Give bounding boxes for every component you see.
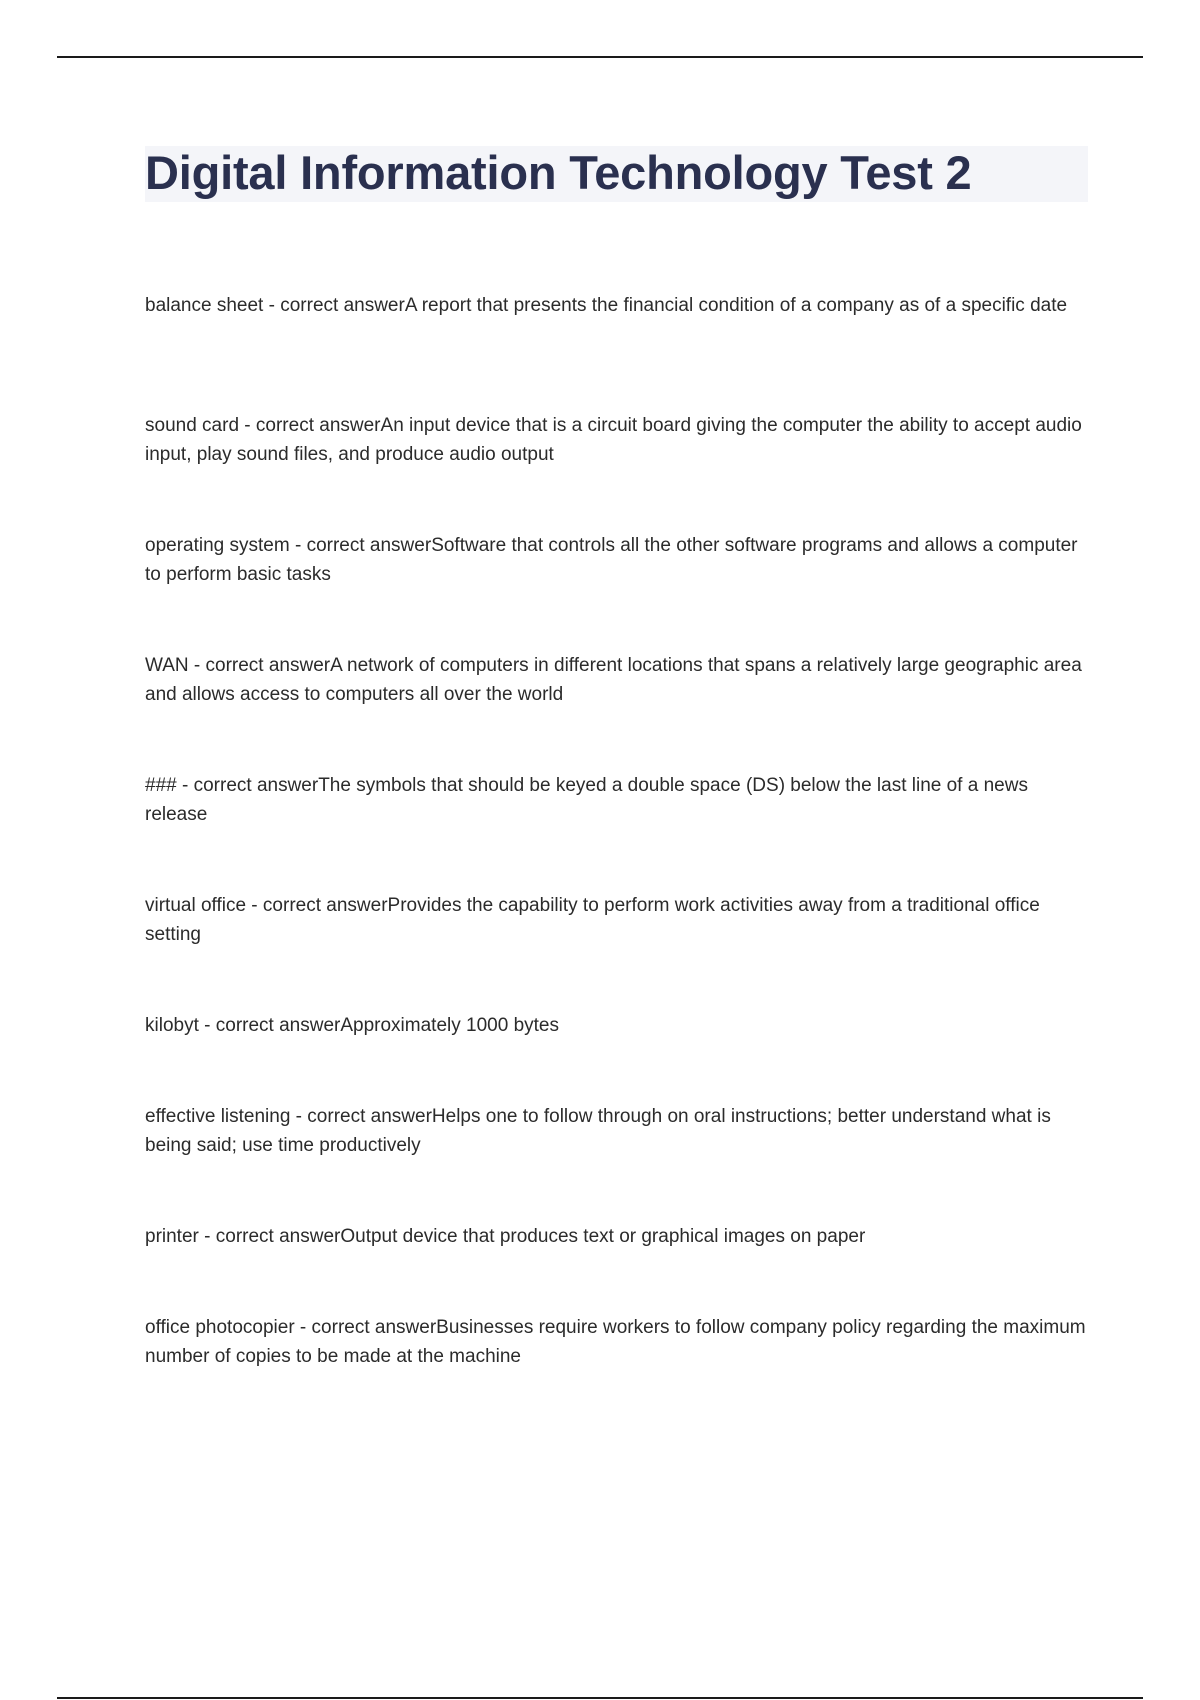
qa-separator: - — [246, 895, 263, 916]
qa-term: sound card — [145, 415, 240, 436]
qa-answer: Output device that produces text or graphical images on paper — [340, 1226, 866, 1247]
qa-separator: - — [198, 1226, 216, 1247]
qa-term: printer — [145, 1226, 199, 1247]
qa-answer-marker: correct answer — [306, 535, 432, 556]
qa-answer-marker: correct answer — [280, 295, 405, 316]
qa-entry — [145, 891, 1090, 949]
qa-entry — [145, 651, 1090, 709]
qa-term: virtual office — [145, 895, 247, 916]
qa-list — [145, 291, 1090, 1433]
document-title: Digital Information Technology Test 2 — [145, 146, 972, 199]
qa-answer-marker: correct answer — [205, 655, 331, 676]
qa-entry — [145, 531, 1090, 589]
qa-answer: An input device that is a circuit board giving the computer the ability to accept audio input, play sound files, and produce audio output — [145, 415, 1082, 465]
qa-term: ### — [145, 775, 177, 796]
qa-term: operating system — [145, 535, 290, 556]
qa-answer-marker: correct answer — [215, 1015, 341, 1036]
qa-answer: The symbols that should be keyed a double space (DS) below the last line of a news release — [145, 775, 1028, 825]
qa-separator: - — [198, 1015, 216, 1036]
qa-entry — [145, 1222, 1090, 1251]
qa-entry — [145, 291, 1090, 349]
qa-term: effective listening — [145, 1106, 291, 1127]
qa-answer-marker: correct answer — [215, 1226, 341, 1247]
qa-term: kilobyt — [145, 1015, 199, 1036]
qa-answer: Helps one to follow through on oral instructions; better understand what is being said; use time productively — [145, 1106, 1051, 1156]
qa-term: balance sheet — [145, 295, 264, 316]
qa-term: office photocopier — [145, 1317, 295, 1338]
qa-answer: Provides the capability to perform work activities away from a traditional office setting — [145, 895, 1040, 945]
qa-separator: - — [290, 1106, 308, 1127]
qa-answer: Software that controls all the other software programs and allows a computer to perform basic tasks — [145, 535, 1078, 585]
qa-answer-marker: correct answer — [311, 1317, 437, 1338]
qa-answer: Businesses require workers to follow company policy regarding the maximum number of copies to be made at the machine — [145, 1317, 1086, 1367]
qa-separator: - — [239, 415, 256, 436]
qa-answer-marker: correct answer — [307, 1106, 432, 1127]
qa-answer-marker: correct answer — [262, 895, 388, 916]
qa-separator: - — [289, 535, 307, 556]
qa-separator: - — [176, 775, 194, 796]
qa-term: WAN — [145, 655, 189, 676]
qa-answer-marker: correct answer — [255, 415, 381, 436]
qa-separator: - — [263, 295, 281, 316]
qa-answer: A network of computers in different locations that spans a relatively large geographic area and allows access to computers all over the world — [145, 655, 1082, 705]
qa-separator: - — [294, 1317, 312, 1338]
qa-entry — [145, 411, 1090, 469]
qa-entry — [145, 771, 1090, 829]
qa-answer: Approximately 1000 bytes — [340, 1015, 559, 1036]
qa-entry — [145, 1313, 1090, 1371]
qa-entry — [145, 1102, 1090, 1160]
qa-entry — [145, 1011, 1090, 1040]
qa-separator: - — [188, 655, 206, 676]
bottom-rule — [57, 1697, 1143, 1699]
qa-answer-marker: correct answer — [193, 775, 319, 796]
qa-answer: A report that presents the financial condition of a company as of a specific date — [404, 295, 1068, 316]
top-rule — [57, 56, 1143, 58]
